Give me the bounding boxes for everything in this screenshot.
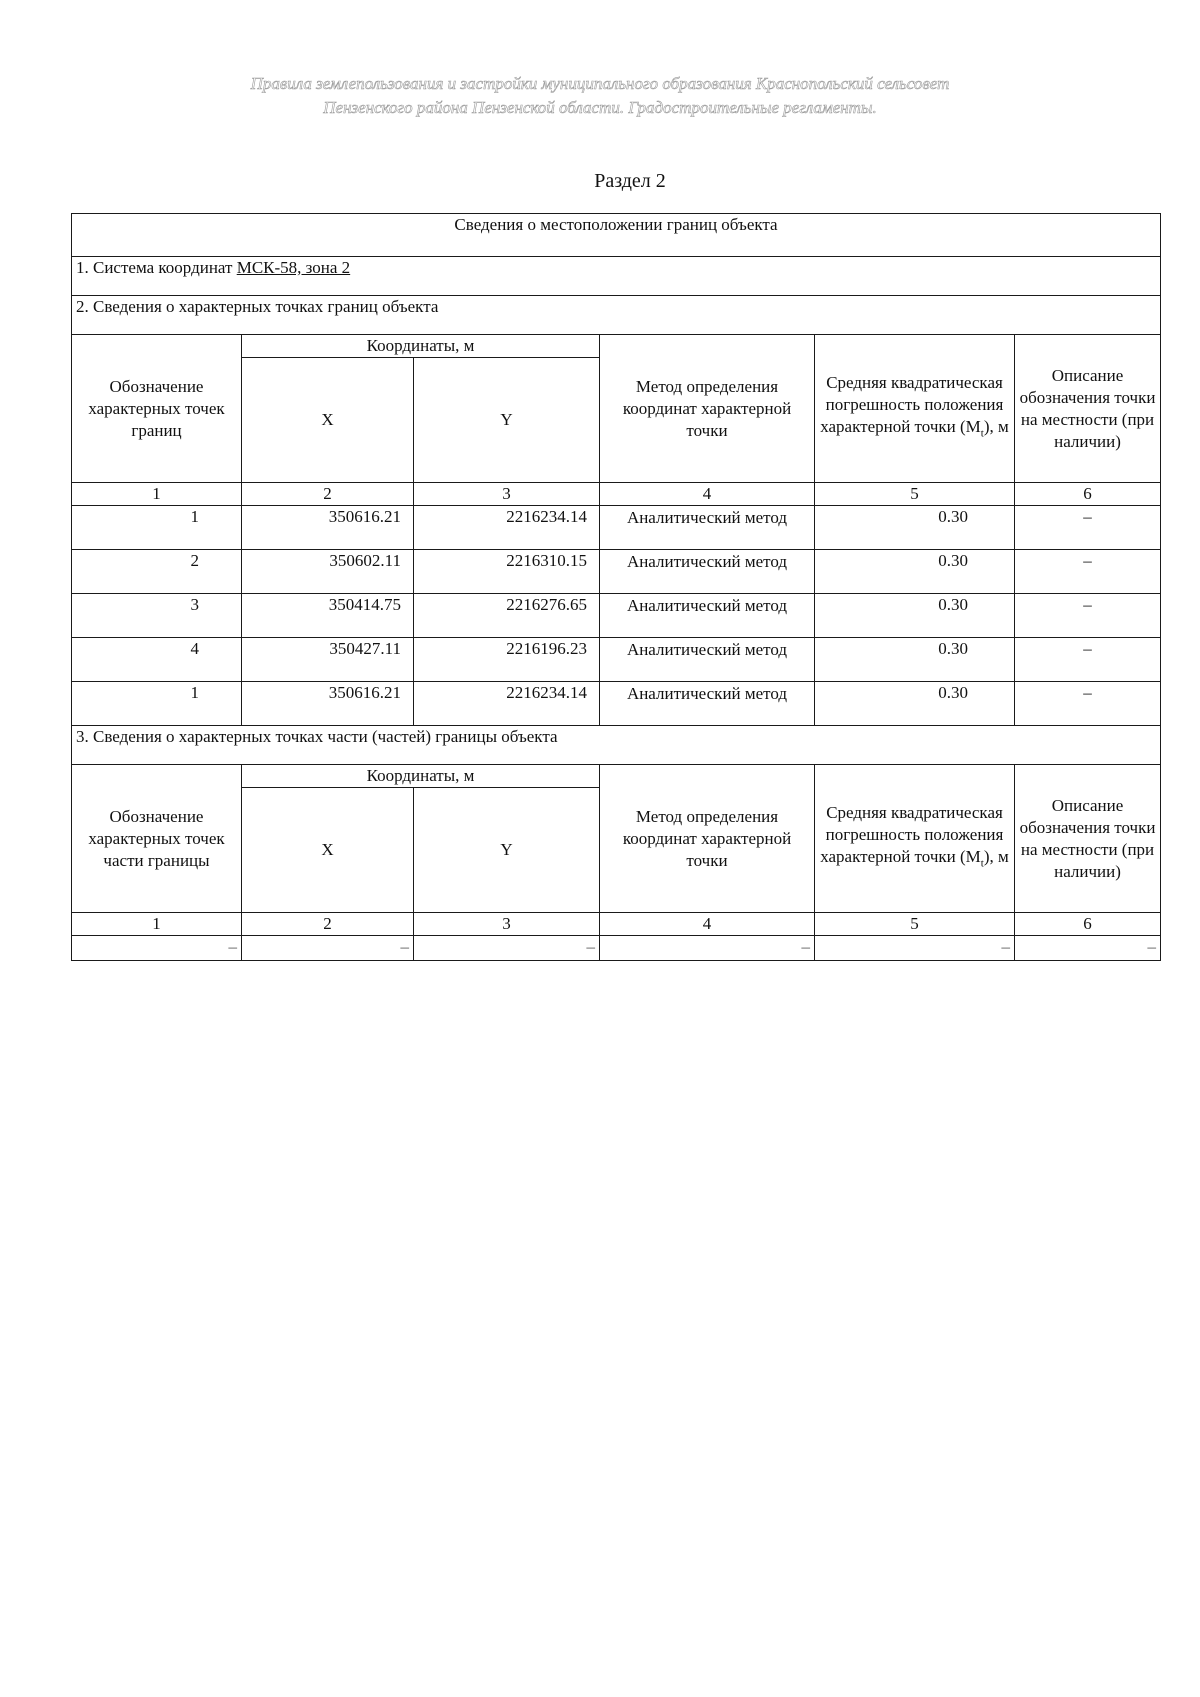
- column-numbers-row-part: 1 2 3 4 5 6: [72, 913, 1161, 936]
- page-header: [0, 72, 1200, 120]
- table-row: 4 350427.11 2216196.23 Аналитический метод 0.30 –: [72, 638, 1161, 682]
- header-coordinates-part: Координаты, м: [242, 765, 600, 788]
- part2-title: 2. Сведения о характерных точках границ объекта: [72, 296, 1161, 335]
- table-title: Сведения о местоположении границ объекта: [72, 214, 1161, 257]
- table-row: 1 350616.21 2216234.14 Аналитический метод 0.30 –: [72, 682, 1161, 726]
- table-row: 1 350616.21 2216234.14 Аналитический метод 0.30 –: [72, 506, 1161, 550]
- header-method-part: Метод определения координат характерной точки: [600, 765, 815, 913]
- table-row-part: – – – – – –: [72, 936, 1161, 961]
- column-numbers-row: 1 2 3 4 5 6: [72, 483, 1161, 506]
- part3-title: 3. Сведения о характерных точках части (частей) границы объекта: [72, 726, 1161, 765]
- header-method: Метод определения координат характерной точки: [600, 335, 815, 483]
- coord-system-link[interactable]: МСК-58, зона 2: [236, 258, 351, 277]
- coord-system-row: [72, 257, 1161, 296]
- header-line-2: Пензенского района Пензенской области. Градостроительные регламенты.: [323, 98, 877, 117]
- header-designation: Обозначение характерных точек границ: [72, 335, 242, 483]
- table-row: 3 350414.75 2216276.65 Аналитический метод 0.30 –: [72, 594, 1161, 638]
- header-error-part: Средняя квадратическая погрешность положения характерной точки $(M_t)$, м: [815, 765, 1015, 913]
- header-x-part: X: [242, 788, 414, 913]
- coord-system-label: 1. Система координат: [76, 258, 233, 277]
- header-y: Y: [414, 358, 600, 483]
- header-y-part: Y: [414, 788, 600, 913]
- table-row: 2 350602.11 2216310.15 Аналитический метод 0.30 –: [72, 550, 1161, 594]
- header-x: X: [242, 358, 414, 483]
- boundary-table: [71, 213, 1161, 961]
- header-coordinates: Координаты, м: [242, 335, 600, 358]
- section-title: Раздел 2: [594, 170, 666, 192]
- header-line-1: Правила землепользования и застройки муниципального образования Краснопольский сельсовет: [250, 74, 950, 93]
- header-designation-part: Обозначение характерных точек части границы: [72, 765, 242, 913]
- header-description: Описание обозначения точки на местности (при наличии): [1015, 335, 1161, 483]
- header-description-part: Описание обозначения точки на местности (при наличии): [1015, 765, 1161, 913]
- header-error: Средняя квадратическая погрешность положения характерной точки $(M_t)$, м: [815, 335, 1015, 483]
